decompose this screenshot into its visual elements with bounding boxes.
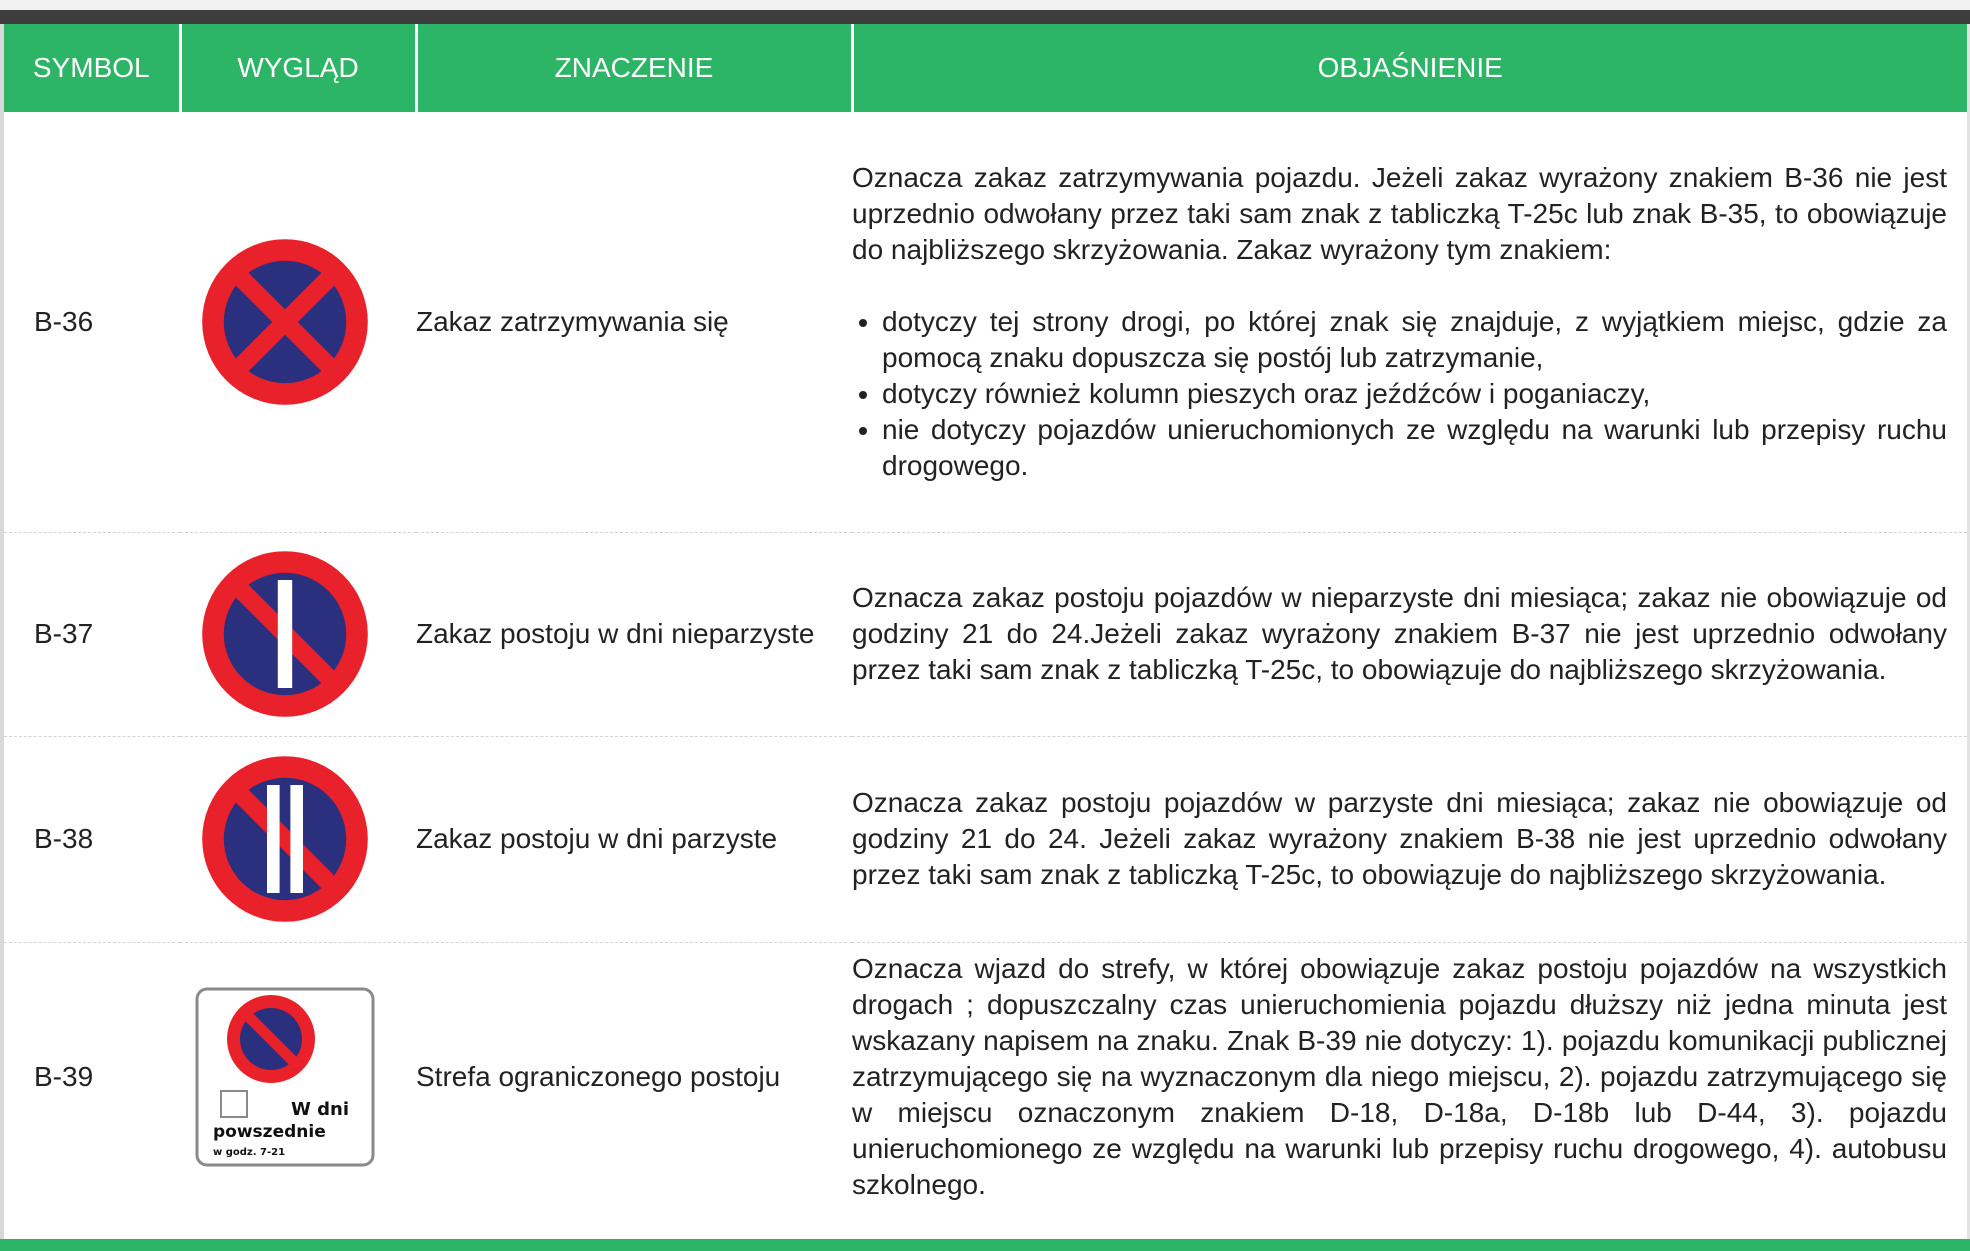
sign-symbol: B-37 — [4, 532, 180, 736]
explanation-list — [852, 304, 1947, 484]
explanation-text: Oznacza zakaz postoju pojazdów w nieparzyste dni miesiąca; zakaz nie obowiązuje od godziny 21 do 24.Jeżeli zakaz wyrażony znakiem B-37 nie jest uprzednio odwołany przez taki sam znak z tabliczką T-25c, to obowiązuje do najbliższego skrzyżowania. — [852, 582, 1947, 685]
sign-explanation — [852, 112, 1967, 532]
limited-parking-zone-sign-icon — [195, 987, 375, 1167]
table-row — [4, 942, 1967, 1212]
sign-image-cell — [180, 736, 416, 942]
sign-meaning: Zakaz zatrzymywania się — [416, 305, 729, 337]
header-meaning: ZNACZENIE — [416, 24, 852, 112]
explanation-text: Oznacza zakaz postoju pojazdów w parzyste dni miesiąca; zakaz nie obowiązuje od godziny 21 do 24. Jeżeli zakaz wyrażony znakiem B-38 nie jest uprzednio odwołany przez taki sam znak z tabliczką T-25c, to obowiązuje do najbliższego skrzyżowania. — [852, 787, 1947, 890]
table-row — [4, 532, 1967, 736]
sign-symbol: B-38 — [4, 736, 180, 942]
sign-text-days: W dni — [291, 1099, 349, 1121]
sign-symbol: B-36 — [34, 305, 94, 337]
header-explanation: OBJAŚNIENIE — [852, 24, 1967, 112]
footer-bar — [0, 1239, 1970, 1251]
sign-meaning: Strefa ograniczonego postoju — [416, 942, 852, 1212]
sign-image-cell — [180, 532, 416, 736]
explanation-text: Oznacza zakaz zatrzymywania pojazdu. Jeżeli zakaz wyrażony znakiem B-36 nie jest uprzednio odwołany przez taki sam znak z tabliczką T-25c lub znak B-35, to obowiązuje do najbliższego skrzyżowania. Zakaz wyrażony tym znakiem: — [852, 161, 1947, 265]
sign-meaning: Zakaz postoju w dni parzyste — [416, 736, 852, 942]
explanation-text: Oznacza wjazd do strefy, w której obowiązuje zakaz postoju pojazdów na wszystkich drogach ; dopuszczalny czas unieruchomienia pojazdu dłuższy niż jedna minuta jest wskazany napisem na znaku. Znak B-39 nie dotyczy: 1). pojazdu komunikacji publicznej zatrzymującego się na wyznaczonym dla niego miejscu, 2). pojazdu zatrzymującego się w miejscu oznaczonym znakiem D-18, D-18a, D-18b lub D-44, 3). pojazdu unieruchomionego ze względu na warunki lub przepisy ruchu drogowego, 4). autobusu szkolnego. — [852, 953, 1947, 1201]
sign-meaning: Zakaz postoju w dni nieparzyste — [416, 532, 852, 736]
no-parking-even-days-sign-icon — [195, 749, 375, 929]
sign-explanation — [852, 942, 1967, 1212]
table-row — [4, 112, 1967, 532]
table-row — [4, 736, 1967, 942]
list-item: • dotyczy tej strony drogi, po której znak się znajduje, z wyjątkiem miejsc, gdzie za pomocą znaku dopuszcza się postój lub zatrzymanie, — [882, 304, 1947, 376]
no-stopping-sign-icon — [195, 232, 375, 412]
sign-image-cell — [180, 942, 416, 1212]
table-header-row — [4, 24, 1967, 112]
top-bar-strip — [0, 10, 1970, 24]
sign-symbol: B-39 — [4, 942, 180, 1212]
sign-explanation — [852, 736, 1967, 942]
sign-image-cell — [180, 112, 416, 532]
list-item: • nie dotyczy pojazdów unieruchomionych ze względu na warunki lub przepisy ruchu drogowego. — [882, 412, 1947, 484]
sign-text-weekdays: powszednie — [213, 1122, 326, 1143]
sign-text-hours: w godz. 7-21 — [213, 1147, 286, 1159]
header-look: WYGLĄD — [180, 24, 416, 112]
top-bar — [0, 0, 1970, 24]
no-parking-odd-days-sign-icon — [195, 544, 375, 724]
header-symbol: SYMBOL — [4, 24, 180, 112]
list-item: • dotyczy również kolumn pieszych oraz jeźdźców i poganiaczy, — [882, 376, 1947, 412]
road-signs-table — [4, 24, 1967, 1212]
sign-explanation — [852, 532, 1967, 736]
